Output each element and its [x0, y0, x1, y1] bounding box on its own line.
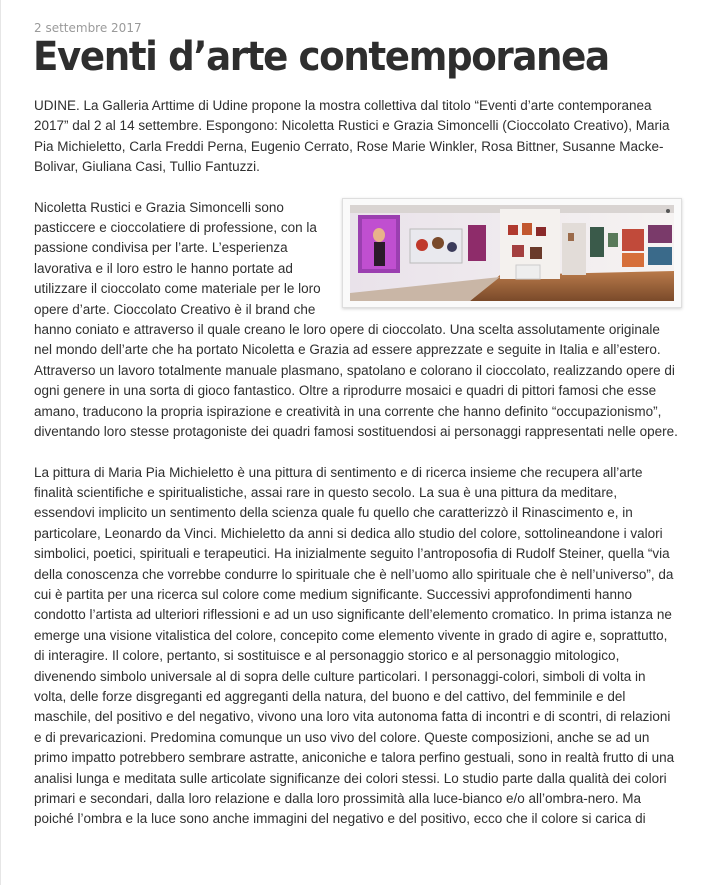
paragraph-michieletto: La pittura di Maria Pia Michieletto è una pittura di sentimento e di ricerca insieme che recupera all’arte finalità scientifiche e spiritualistiche, assai rare in questo secolo. La sua è una pittura da meditare, essendovi implicito un sentimento della scienza quale fu quello che caratterizzò il Rinascimento e, in particolare, Leonardo da Vinci. Michieletto da anni si dedica allo studio del colore, sottolineandone i valori simbolici, poetici, spirituali e terapeutici. Ha inizialmente seguito l’antroposofia di Rudolf Steiner, quella “via della conoscenza che vorrebbe condurre lo spirituale che è nell’uomo allo spirituale che è nell’universo”, da cui è partita per una ricerca sul colore come medium significante. Successivi approfondimenti hanno condotto l’artista ad ulteriori riflessioni e ad un uso significante dell’elemento cromatico. In prima istanza ne emerge una visione vitalistica del colore, concepito come elemento vivente in grado di agire e, soprattutto, di interagire. Il colore, pertanto, si sostituisce e al personaggio storico e al personaggio mitologico, divenendo simbolo universale al di sopra delle culture particolari. I personaggi-colori, simboli di volta in volta, delle forze disgreganti ed aggreganti della natura, del buono e del cattivo, del femminile e del maschile, del positivo e del negativo, vivono una loro vita autonoma fatta di incontri e di scontri, di relazioni e di prevaricazioni. Predomina comunque un uso vivo del colore. Queste composizioni, anche se ad un primo impatto potrebbero sembrare astratte, aniconiche e talora perfino gestuali, sono in realtà frutto di una analisi lunga e meditata sulle articolate significanze dei colori stessi. Lo studio parte dalla qualità dei colori primari e secondari, dalla loro relazione e dalla loro prossimità alla luce-bianco e/o all’ombra-nero. Ma poiché l’ombra e la luce sono anche immagini del negativo e del positivo, ecco che il colore si carica di [34, 464, 675, 827]
gallery-photo-illustration [350, 205, 674, 301]
gallery-panorama-photo[interactable] [342, 198, 682, 308]
post-date: 2 settembre 2017 [34, 21, 142, 35]
article-title: Eventi d’arte contemporanea [33, 34, 609, 80]
paragraph-cioccolato-creativo: Nicoletta Rustici e Grazia Simoncelli sono pasticcere e cioccolatiere di professione, con la passione condivisa per l’arte. L’esperienza lavorativa e il loro estro le hanno portate ad utilizzare il cioccolato come materiale per le loro opere d’arte. Cioccolato Creativo è il brand che hanno coniato e attraverso il quale creano le loro opere di cioccolato. Una scelta assolutamente originale nel mondo dell’arte che ha portato Nicoletta e Grazia ad essere apprezzate e seguite in Italia e all’estero. Attraverso un lavoro totalmente manuale plasmano, spatolano e colorano il cioccolato, realizzando opere di ogni genere in una sorta di gioco fantastico. Oltre a riprodurre mosaici e quadri di pittori famosi che esse amano, traducono la propria ispirazione e creatività in una corrente che hanno definito “occupazionismo”, diventando loro stesse protagoniste dei quadri famosi sostituendosi ai personaggi rappresentati nelle opere. [34, 199, 678, 440]
paragraph-intro: UDINE. La Galleria Arttime di Udine propone la mostra collettiva dal titolo “Eventi d’arte contemporanea 2017” dal 2 al 14 settembre. Espongono: Nicoletta Rustici e Grazia Simoncelli (Cioccolato Creativo), Maria Pia Michieletto, Carla Freddi Perna, Eugenio Cerrato, Rose Marie Winkler, Rosa Bittner, Susanne Macke-Bolivar, Giuliana Casi, Tullio Fantuzzi. [34, 98, 670, 175]
article-body [34, 96, 679, 830]
